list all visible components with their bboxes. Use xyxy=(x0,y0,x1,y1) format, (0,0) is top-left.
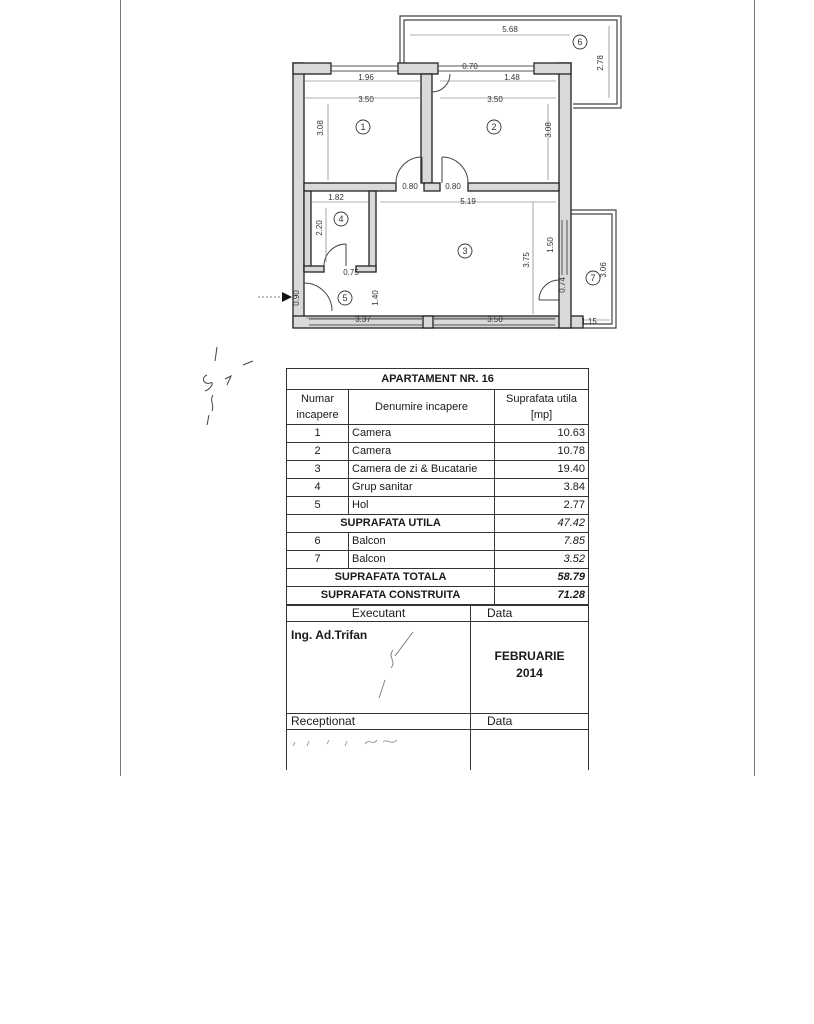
rooms-table xyxy=(286,368,589,605)
room-name-cell: Camera xyxy=(349,425,495,443)
dim-room2-height: 3.08 xyxy=(544,122,553,138)
executant-cell xyxy=(287,622,471,714)
room-number-cell: 6 xyxy=(287,533,349,551)
room-area-cell: 10.63 xyxy=(495,425,589,443)
room-name-cell: Camera xyxy=(349,443,495,461)
margin-signature-mark xyxy=(195,345,255,430)
room-name-cell: Grup sanitar xyxy=(349,479,495,497)
date-year: 2014 xyxy=(516,666,543,680)
receptionat-signature xyxy=(287,732,417,756)
built-area-label: SUPRAFATA CONSTRUITA xyxy=(287,587,495,605)
total-area-value: 58.79 xyxy=(495,569,589,587)
table-row xyxy=(287,425,589,443)
room-number-cell: 1 xyxy=(287,425,349,443)
dim-bottom-right: 3.50 xyxy=(487,315,503,324)
table-row xyxy=(287,443,589,461)
room-number-cell: 2 xyxy=(287,443,349,461)
header-useful-area: Suprafata utila [mp] xyxy=(495,390,589,425)
signature-table xyxy=(286,605,589,770)
dim-room2-width: 3.50 xyxy=(487,95,503,104)
dim-balcony7-depth: 3.06 xyxy=(599,262,608,278)
room-number-cell: 7 xyxy=(287,551,349,569)
dim-balcony7-width: 1.15 xyxy=(581,317,597,326)
room-name-cell: Balcon xyxy=(349,533,495,551)
room-area-cell: 7.85 xyxy=(495,533,589,551)
right-frame-line xyxy=(754,0,755,776)
receptionat-cell xyxy=(287,730,471,770)
executant-signature xyxy=(365,628,425,708)
dim-bottom-left: 3.37 xyxy=(355,315,371,324)
useful-area-value: 47.42 xyxy=(495,515,589,533)
dim-room4-door: 0.75 xyxy=(343,268,359,277)
balcony-7-outline xyxy=(571,210,616,328)
room-2-number: 2 xyxy=(491,122,497,132)
window-marks xyxy=(309,66,567,325)
dim-window-side: 1.50 xyxy=(546,237,555,253)
dim-room4-width: 1.82 xyxy=(328,193,344,202)
dim-room4-height: 2.20 xyxy=(315,220,324,236)
entry-arrow xyxy=(258,292,292,302)
table-row xyxy=(287,551,589,569)
dim-door-left: 0.80 xyxy=(402,182,418,191)
data-label-2: Data xyxy=(471,714,589,730)
dim-room3-height: 3.75 xyxy=(522,252,531,268)
date-month: FEBRUARIE xyxy=(494,649,565,663)
total-area-label: SUPRAFATA TOTALA xyxy=(287,569,495,587)
dim-door-top: 0.70 xyxy=(462,62,478,71)
dim-balcony-door: 0.74 xyxy=(558,277,567,293)
apartment-title: APARTAMENT NR. 16 xyxy=(287,369,589,390)
room-number-cell: 3 xyxy=(287,461,349,479)
room-7-number: 7 xyxy=(590,273,596,283)
room-area-cell: 3.84 xyxy=(495,479,589,497)
built-area-row xyxy=(287,587,589,605)
room-area-cell: 2.77 xyxy=(495,497,589,515)
receptionat-label: Receptionat xyxy=(287,714,471,730)
room-area-cell: 3.52 xyxy=(495,551,589,569)
built-area-value: 71.28 xyxy=(495,587,589,605)
table-row xyxy=(287,479,589,497)
room-4-number: 4 xyxy=(338,214,344,224)
room-area-cell: 10.78 xyxy=(495,443,589,461)
useful-area-row xyxy=(287,515,589,533)
dim-balcony6-width: 5.68 xyxy=(502,25,518,34)
room-name-cell: Balcon xyxy=(349,551,495,569)
date-cell xyxy=(471,622,589,714)
room-6-number: 6 xyxy=(577,37,583,47)
room-1-number: 1 xyxy=(360,122,366,132)
room-5-number: 5 xyxy=(342,293,348,303)
dim-room1-height: 3.08 xyxy=(316,120,325,136)
dim-hall-height: 1.40 xyxy=(371,290,380,306)
data-label: Data xyxy=(471,606,589,622)
table-row xyxy=(287,497,589,515)
useful-area-label: SUPRAFATA UTILA xyxy=(287,515,495,533)
header-room-name: Denumire incapere xyxy=(349,390,495,425)
floor-plan xyxy=(250,8,630,348)
dim-entry: 0.90 xyxy=(292,290,301,306)
left-frame-line xyxy=(120,0,121,776)
header-room-number: Numar incapere xyxy=(287,390,349,425)
dim-balcony6-depth: 2.78 xyxy=(596,55,605,71)
area-sheet xyxy=(286,368,588,770)
dim-room2-top: 1.48 xyxy=(504,73,520,82)
dim-room3-width: 5.19 xyxy=(460,197,476,206)
dim-room1-top: 1.96 xyxy=(358,73,374,82)
table-row xyxy=(287,461,589,479)
dim-room1-width: 3.50 xyxy=(358,95,374,104)
room-number-cell: 4 xyxy=(287,479,349,497)
room-name-cell: Hol xyxy=(349,497,495,515)
room-number-cell: 5 xyxy=(287,497,349,515)
room-name-cell: Camera de zi & Bucatarie xyxy=(349,461,495,479)
executant-label: Executant xyxy=(287,606,471,622)
receptionat-date-cell xyxy=(471,730,589,770)
room-area-cell: 19.40 xyxy=(495,461,589,479)
table-row xyxy=(287,533,589,551)
total-area-row xyxy=(287,569,589,587)
dim-door-right: 0.80 xyxy=(445,182,461,191)
executant-name: Ing. Ad.Trifan xyxy=(291,628,368,642)
room-3-number: 3 xyxy=(462,246,468,256)
